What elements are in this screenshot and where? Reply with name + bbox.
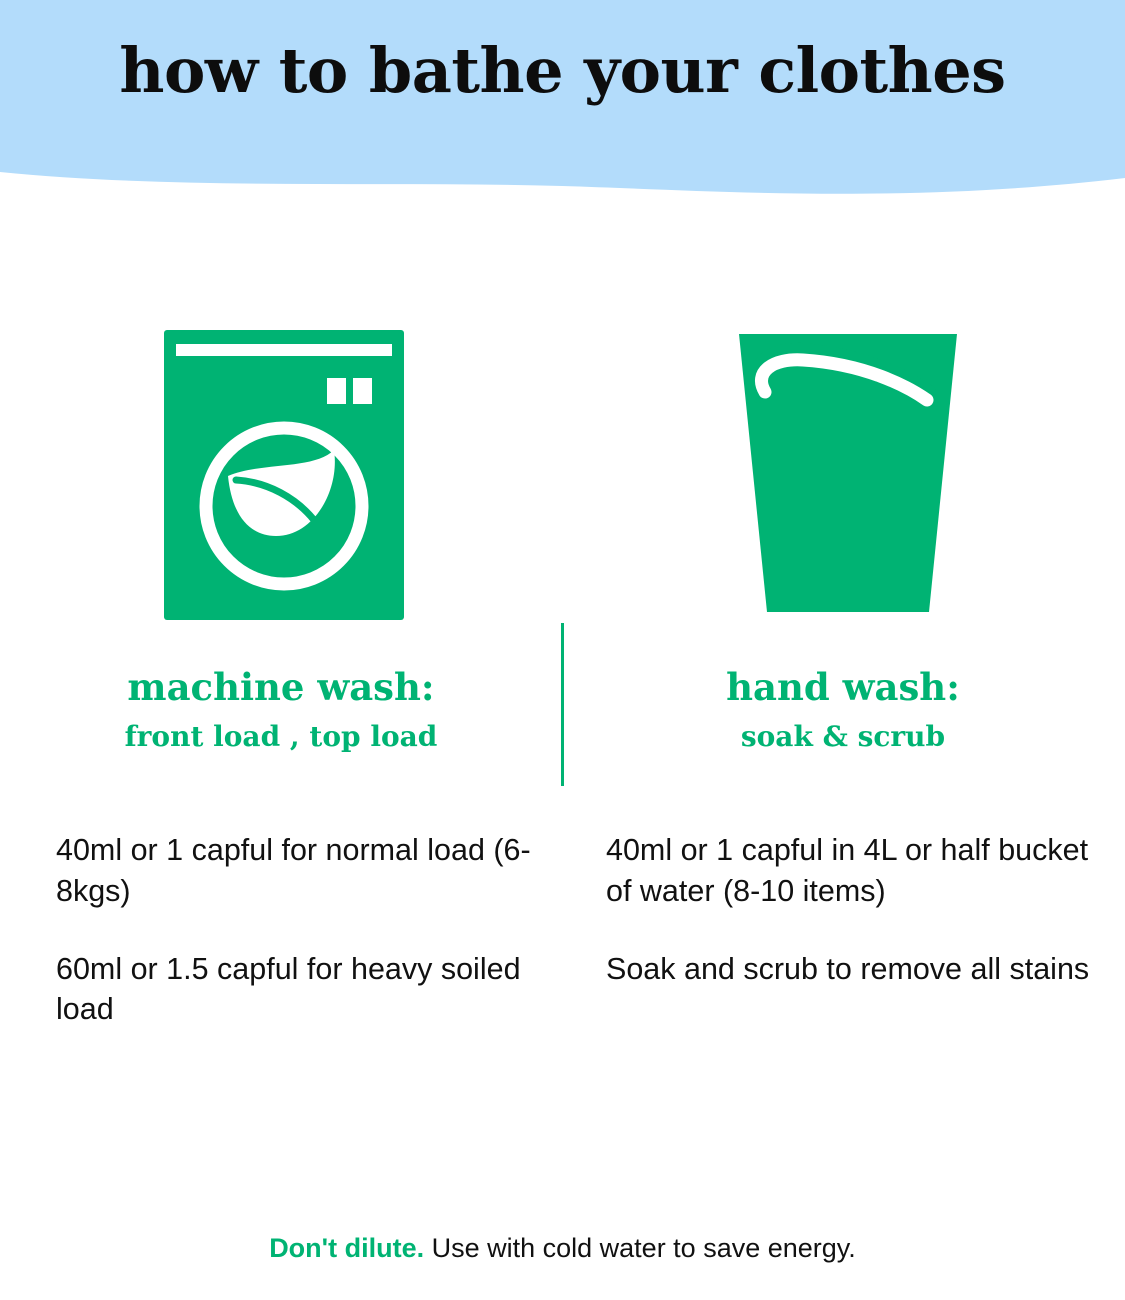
bucket-icon: [562, 325, 1124, 625]
column-machine-wash: [0, 325, 562, 1067]
wash-methods-section: [0, 325, 1125, 1067]
column-subheading: soak & scrub: [740, 719, 946, 753]
footer-note: [0, 1233, 1125, 1264]
page-title: how to bathe your clothes: [119, 34, 1006, 107]
instruction-list: [562, 830, 1124, 989]
bucket-glyph: [723, 330, 973, 620]
footer-emphasis: Don't dilute.: [269, 1233, 425, 1263]
washing-machine-glyph: [164, 330, 404, 620]
list-item: 40ml or 1 capful for normal load (6-8kgs): [56, 833, 531, 908]
column-hand-wash: [562, 325, 1124, 1067]
instruction-list: [0, 830, 562, 1029]
column-subheading: front load , top load: [124, 719, 438, 753]
list-item: 40ml or 1 capful in 4L or half bucket of water (8-10 items): [606, 833, 1089, 908]
list-item: 60ml or 1.5 capful for heavy soiled load: [56, 951, 521, 1027]
header-banner: [0, 0, 1125, 205]
washing-machine-icon: [0, 325, 562, 625]
column-heading: hand wash:: [726, 665, 960, 709]
footer-text: Use with cold water to save energy.: [424, 1233, 856, 1263]
list-item: Soak and scrub to remove all stains: [606, 951, 1090, 986]
column-heading: machine wash:: [127, 665, 435, 709]
